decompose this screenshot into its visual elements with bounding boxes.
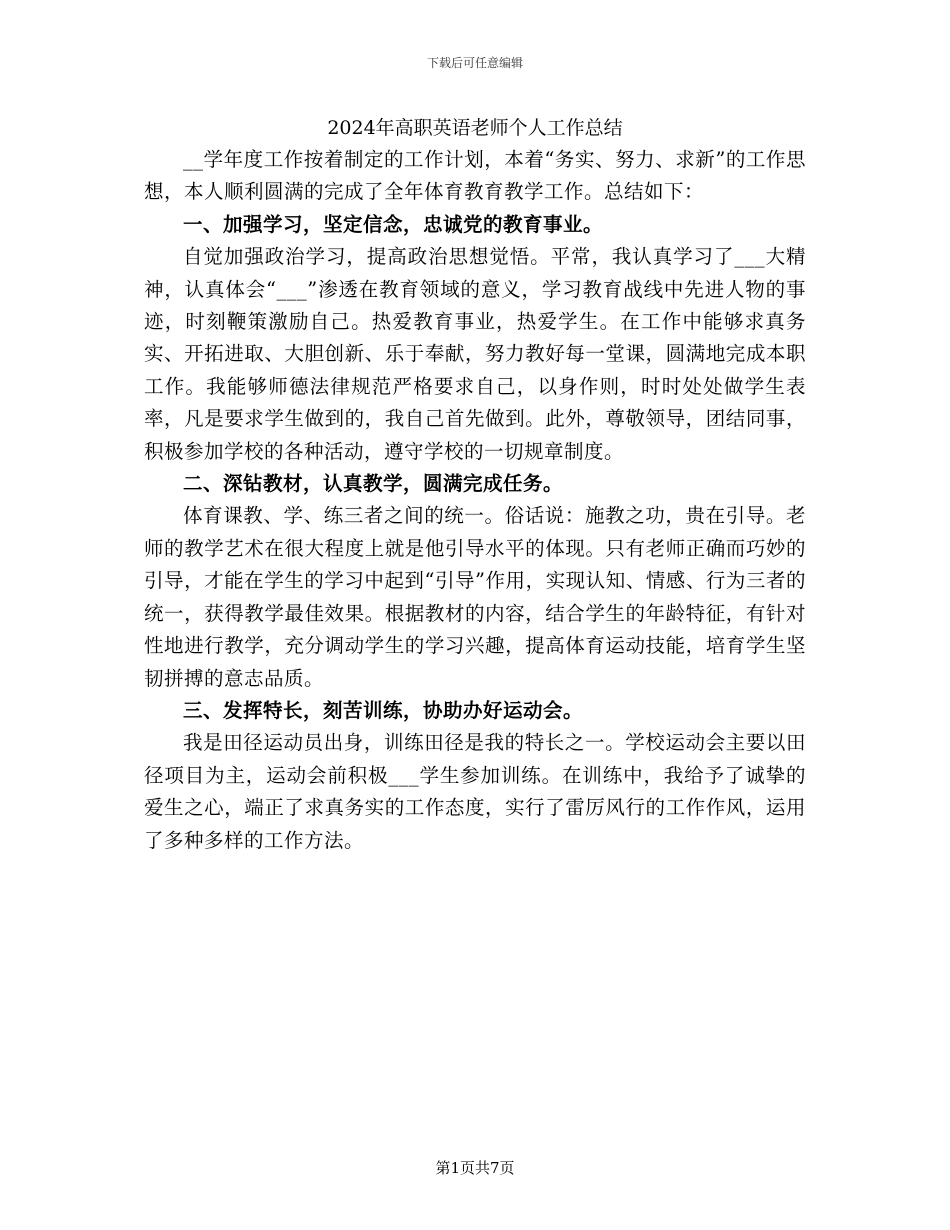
intro-paragraph: __学年度工作按着制定的工作计划，本着“务实、努力、求新”的工作思想，本人顺利圆满的完成了全年体育教育教学工作。总结如下：	[144, 148, 806, 204]
document-title: 2024年高职英语老师个人工作总结	[327, 117, 623, 139]
section-body-1: 自觉加强政治学习，提高政治思想觉悟。平常，我认真学习了___大精神，认真体会“___”渗透在教育领域的意义，学习教育战线中先进人物的事迹，时刻鞭策激励自己。热爱教育事业，热爱学生。在工作中能够求真务实、开拓进取、大胆创新、乐于奉献，努力教好每一堂课，圆满地完成本职工作。我能够师德法律规范严格要求自己，以身作则，时时处处做学生表率，凡是要求学生做到的，我自己首先做到。此外，尊敬领导，团结同事，积极参加学校的各种活动，遵守学校的一切规章制度。	[144, 245, 806, 463]
document-body	[144, 112, 806, 857]
section-body-3: 我是田径运动员出身，训练田径是我的特长之一。学校运动会主要以田径项目为主，运动会前积极___学生参加训练。在训练中，我给予了诚挚的爱生之心，端正了求真务实的工作态度，实行了雷厉风行的工作作风，运用了多种多样的工作方法。	[144, 731, 806, 852]
section-heading-3: 三、发挥特长，刻苦训练，协助办好运动会。	[183, 698, 584, 722]
page-header: 下载后可任意编辑	[426, 56, 523, 70]
section-heading-2: 二、深钻教材，认真教学，圆满完成任务。	[183, 472, 564, 496]
page-number-footer: 第1页共7页	[435, 1159, 515, 1177]
section-body-2: 体育课教、学、练三者之间的统一。俗话说：施教之功，贵在引导。老师的教学艺术在很大程度上就是他引导水平的体现。只有老师正确而巧妙的引导，才能在学生的学习中起到“引导”作用，实现认知、情感、行为三者的统一，获得教学最佳效果。根据教材的内容，结合学生的年龄特征，有针对性地进行教学，充分调动学生的学习兴趣，提高体育运动技能，培育学生坚韧拼搏的意志品质。	[144, 504, 806, 690]
section-heading-1: 一、加强学习，坚定信念，忠诚党的教育事业。	[183, 212, 604, 236]
